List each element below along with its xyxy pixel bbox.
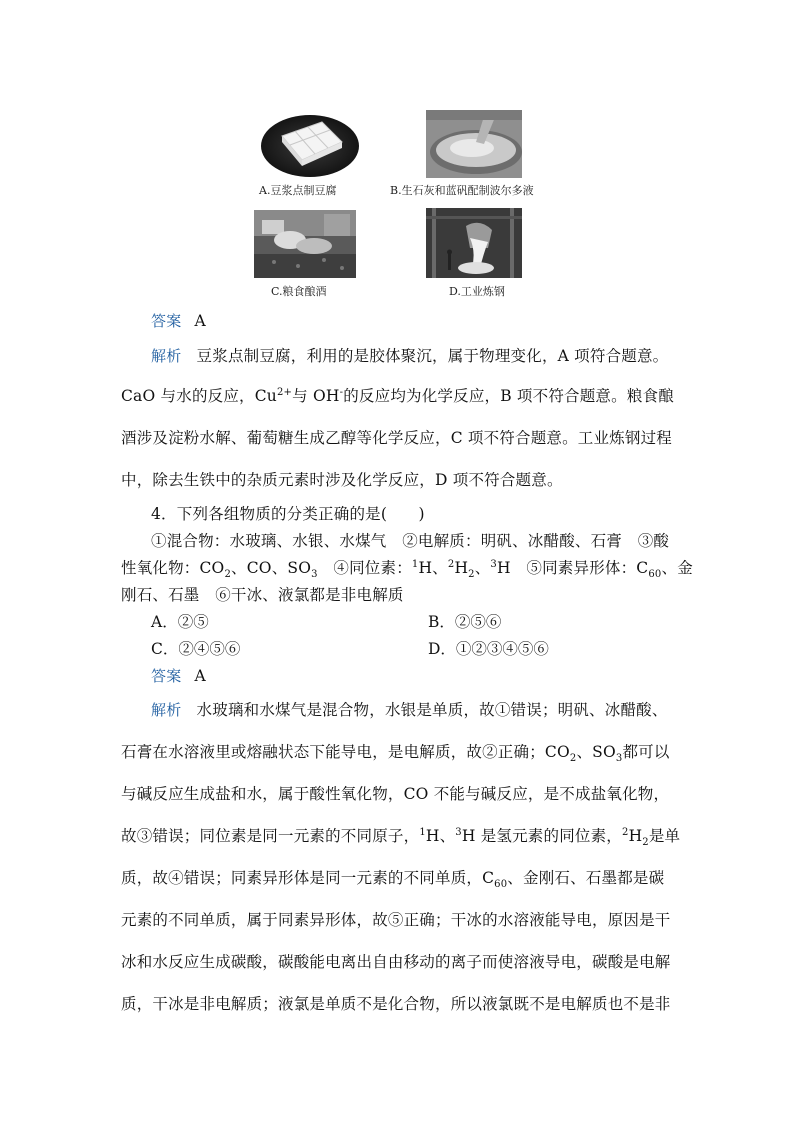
q3-analysis-line-3: 酒涉及淀粉水解、葡萄糖生成乙醇等化学反应，C 项不符合题意。工业炼钢过程 [121, 429, 672, 447]
q4-analysis-line-7: 冰和水反应生成碳酸，碳酸能电离出自由移动的离子而使溶液导电，碳酸是电解 [121, 953, 671, 971]
q4-analysis-line-3: 与碱反应生成盐和水，属于酸性氧化物，CO 不能与碱反应，是不成盐氧化物， [121, 785, 670, 803]
analysis-label: 解析 [151, 701, 182, 719]
answer-label: 答案 [151, 312, 182, 330]
bordeaux-mixture-photo [426, 110, 522, 178]
figure-b-caption: B.生石灰和蓝矾配制波尔多液 [390, 184, 534, 197]
q4-answer [151, 665, 206, 686]
q4-analysis-line-2: 石膏在水溶液里或熔融状态下能导电，是电解质，故②正确；$CO_2$、$SO_3$都可以 [121, 743, 670, 765]
option-a[interactable]: A．②⑤ [151, 613, 209, 631]
q3-analysis-line-1: 解析 豆浆点制豆腐，利用的是胶体聚沉，属于物理变化，A 项符合题意。 [151, 347, 669, 365]
answer-value: A [194, 312, 206, 330]
figure-a-caption: A.豆浆点制豆腐 [259, 184, 337, 197]
q4-analysis-line-8: 质，干冰是非电解质；液氯是单质不是化合物，所以液氯既不是电解质也不是非 [121, 995, 671, 1013]
q3-answer [151, 310, 206, 331]
analysis-label: 解析 [151, 347, 182, 365]
grain-wine-photo [254, 210, 356, 278]
q4-analysis-line-1: 解析 水玻璃和水煤气是混合物，水银是单质，故①错误；明矾、冰醋酸、 [151, 701, 668, 719]
q4-stem: 4．下列各组物质的分类正确的是( ) [151, 505, 425, 523]
tofu-photo [260, 108, 360, 178]
q4-items-line-2: 性氧化物：$CO_2$、CO、$SO_3$ ④同位素：$^1$H、$^2H_2$、$^3$H ⑤同素异形体：$C_{60}$、金 [121, 558, 693, 581]
option-d[interactable]: D．①②③④⑤⑥ [428, 640, 549, 658]
q4-analysis-line-6: 元素的不同单质，属于同素异形体，故⑤正确；干冰的水溶液能导电，原因是干 [121, 911, 671, 929]
q4-analysis-line-4: 故③错误；同位素是同一元素的不同原子，$^1$H、$^3$H 是氢元素的同位素，$^2H_2$是单 [121, 826, 681, 849]
option-b[interactable]: B．②⑤⑥ [428, 613, 502, 631]
answer-label: 答案 [151, 667, 182, 685]
steelmaking-photo [426, 208, 522, 278]
q4-analysis-line-5: 质，故④错误；同素异形体是同一元素的不同单质，$C_{60}$、金刚石、石墨都是碳 [121, 869, 665, 891]
figure-c-caption: C.粮食酿酒 [271, 285, 327, 298]
q4-items-line-3: 刚石、石墨 ⑥干冰、液氯都是非电解质 [121, 586, 404, 604]
answer-value: A [194, 667, 206, 685]
figure-d-caption: D.工业炼钢 [449, 285, 505, 298]
q4-items-line-1: ①混合物：水玻璃、水银、水煤气 ②电解质：明矾、冰醋酸、石膏 ③酸 [151, 532, 670, 550]
q3-analysis-line-4: 中，除去生铁中的杂质元素时涉及化学反应，D 项不符合题意。 [121, 471, 563, 489]
option-c[interactable]: C．②④⑤⑥ [151, 640, 241, 658]
q3-analysis-line-2: CaO 与水的反应，$Cu^{2+}$与 OH-的反应均为化学反应，B 项不符合题意。粮食酿 [121, 386, 674, 405]
